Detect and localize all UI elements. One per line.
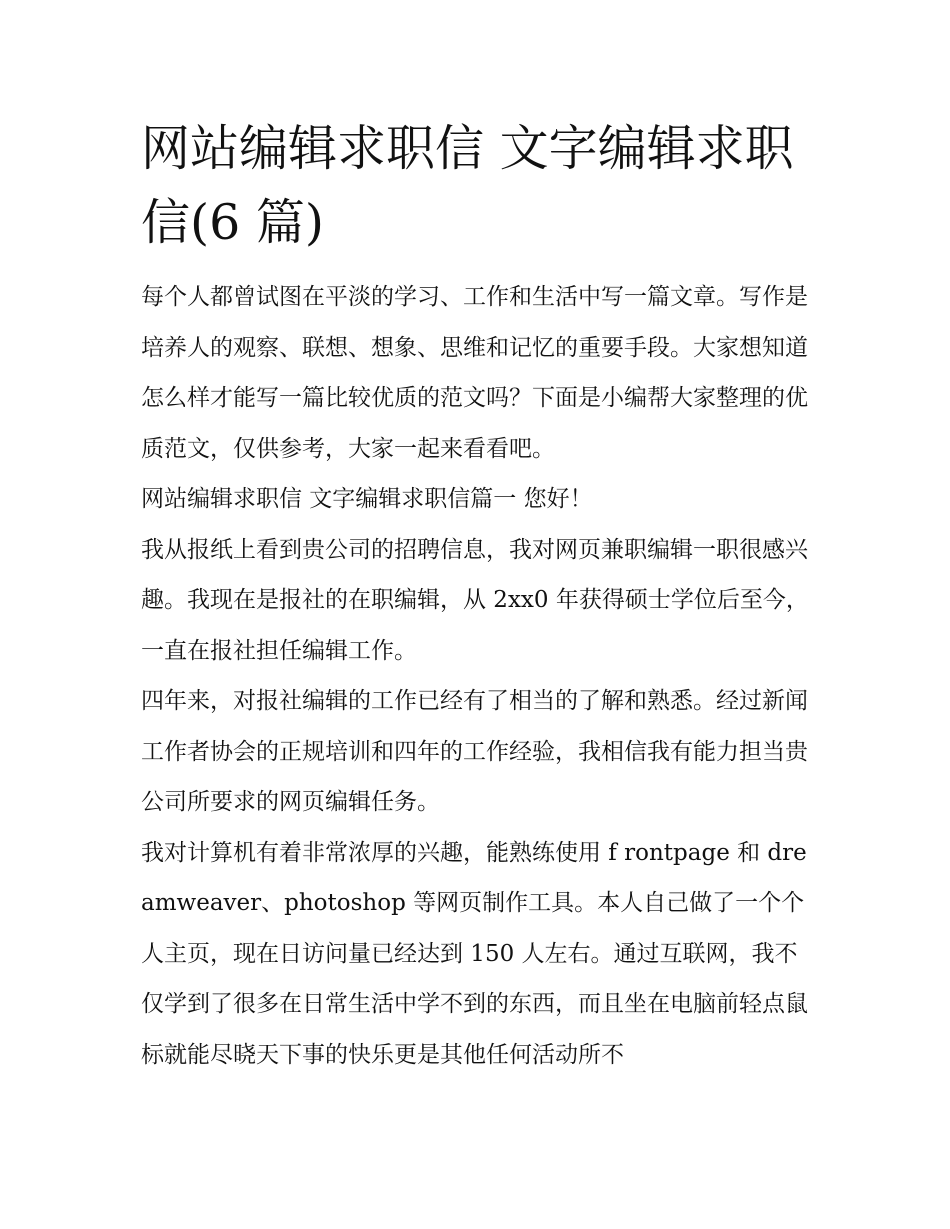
paragraph-job-interest: 我从报纸上看到贵公司的招聘信息，我对网页兼职编辑一职很感兴趣。我现在是报社的在职编辑，从 2xx0 年获得硕士学位后至今，一直在报社担任编辑工作。 [141,536,809,664]
paragraph-computer-skills: 我对计算机有着非常浓厚的兴趣，能熟练使用 f rontpage 和 dreamweaver、photoshop 等网页制作工具。本人自己做了一个个人主页，现在日访问量已经达到 150 人左右。通过互联网，我不仅学到了很多在日常生活中学不到的东西，而且坐在电脑前轻点鼠标就能尽晓天下事的快乐更是其他任何活动所不 [141,839,808,1068]
document-title: 网站编辑求职信 文字编辑求职信(6 篇) [141,120,794,251]
paragraph-intro: 每个人都曾试图在平淡的学习、工作和生活中写一篇文章。写作是培养人的观察、联想、想象、思维和记忆的重要手段。大家想知道怎么样才能写一篇比较优质的范文吗？下面是小编帮大家整理的优质范文，仅供参考，大家一起来看看吧。 [141,284,808,462]
document-body [141,272,813,1080]
document-content [141,112,813,1080]
paragraph-heading-letter-one: 网站编辑求职信 文字编辑求职信篇一 您好！ [141,486,593,512]
paragraph-experience: 四年来，对报社编辑的工作已经有了相当的了解和熟悉。经过新闻工作者协会的正规培训和四年的工作经验，我相信我有能力担当贵公司所要求的网页编辑任务。 [141,688,808,815]
